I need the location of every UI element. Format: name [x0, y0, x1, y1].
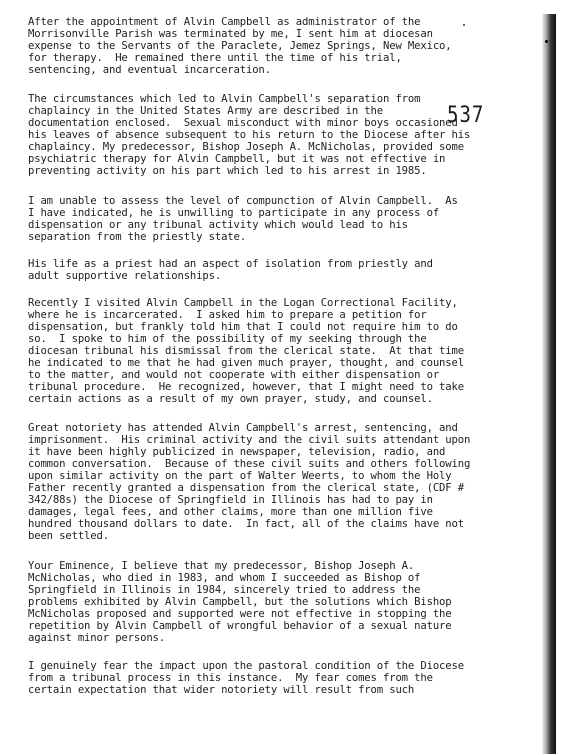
scan-speck	[545, 40, 548, 43]
text-line: dispensation or any tribunal activity which would lead to his	[28, 219, 408, 231]
text-line: he indicated to me that he had given much prayer, thought, and counsel	[28, 357, 464, 369]
scan-speck	[463, 24, 465, 26]
text-line: preventing activity on his part which led to his arrest in 1985.	[28, 165, 427, 177]
text-line: I have indicated, he is unwilling to participate in any process of	[28, 207, 440, 219]
text-line: Your Eminence, I believe that my predecessor, Bishop Joseph A.	[28, 560, 415, 572]
text-line: expense to the Servants of the Paraclete, Jemez Springs, New Mexico,	[28, 40, 452, 52]
text-line: adult supportive relationships.	[28, 270, 222, 282]
text-line: I genuinely fear the impact upon the pastoral condition of the Diocese	[28, 660, 464, 672]
text-line: tribunal procedure. He recognized, however, that I might need to take	[28, 381, 464, 393]
text-line: against minor persons.	[28, 632, 166, 644]
text-line: Springfield in Illinois in 1984, sincerely tried to address the	[28, 584, 421, 596]
text-line: from a tribunal process in this instance. My fear comes from the	[28, 672, 433, 684]
text-line: Great notoriety has attended Alvin Campbell's arrest, sentencing, and	[28, 422, 458, 434]
text-line: documentation enclosed. Sexual misconduct with minor boys occasioned	[28, 117, 458, 129]
text-line: The circumstances which led to Alvin Campbell's separation from	[28, 93, 421, 105]
text-line: repetition by Alvin Campbell of wrongful behavior of a sexual nature	[28, 620, 452, 632]
text-line: His life as a priest had an aspect of isolation from priestly and	[28, 258, 433, 270]
text-line: imprisonment. His criminal activity and the civil suits attendant upon	[28, 434, 471, 446]
page-stamp-number: 537	[447, 102, 485, 128]
text-line: separation from the priestly state.	[28, 231, 246, 243]
text-line: Father recently granted a dispensation from the clerical state, (CDF #	[28, 482, 464, 494]
scan-edge-shadow	[542, 14, 556, 754]
text-line: to the matter, and would not cooperate with either dispensation or	[28, 369, 440, 381]
text-line: where he is incarcerated. I asked him to prepare a petition for	[28, 309, 427, 321]
text-line: problems exhibited by Alvin Campbell, but the solutions which Bishop	[28, 596, 452, 608]
text-line: 342/88s) the Diocese of Springfield in Illinois has had to pay in	[28, 494, 433, 506]
scan-margin	[556, 0, 584, 755]
text-line: McNicholas proposed and supported were not effective in stopping the	[28, 608, 452, 620]
text-line: After the appointment of Alvin Campbell as administrator of the	[28, 16, 421, 28]
text-line: psychiatric therapy for Alvin Campbell, but it was not effective in	[28, 153, 446, 165]
text-line: so. I spoke to him of the possibility of my seeking through the	[28, 333, 427, 345]
text-line: McNicholas, who died in 1983, and whom I succeeded as Bishop of	[28, 572, 421, 584]
text-line: been settled.	[28, 530, 109, 542]
text-line: Recently I visited Alvin Campbell in the Logan Correctional Facility,	[28, 297, 458, 309]
text-line: for therapy. He remained there until the time of his trial,	[28, 52, 402, 64]
text-line: hundred thousand dollars to date. In fact, all of the claims have not	[28, 518, 464, 530]
text-line: sentencing, and eventual incarceration.	[28, 64, 271, 76]
text-line: certain expectation that wider notoriety will result from such	[28, 684, 415, 696]
text-line: certain actions as a result of my own prayer, study, and counsel.	[28, 393, 433, 405]
text-line: his leaves of absence subsequent to his return to the Diocese after his	[28, 129, 471, 141]
text-line: common conversation. Because of these civil suits and others following	[28, 458, 471, 470]
text-line: Morrisonville Parish was terminated by me, I sent him at diocesan	[28, 28, 433, 40]
text-line: chaplaincy. My predecessor, Bishop Joseph A. McNicholas, provided some	[28, 141, 464, 153]
text-line: dispensation, but frankly told him that I could not require him to do	[28, 321, 458, 333]
text-line: damages, legal fees, and other claims, more than one million five	[28, 506, 433, 518]
text-line: I am unable to assess the level of compunction of Alvin Campbell. As	[28, 195, 458, 207]
text-line: upon similar activity on the part of Walter Weerts, to whom the Holy	[28, 470, 452, 482]
text-line: it have been highly publicized in newspaper, television, radio, and	[28, 446, 446, 458]
text-line: chaplaincy in the United States Army are described in the	[28, 105, 383, 117]
text-line: diocesan tribunal his dismissal from the clerical state. At that time	[28, 345, 464, 357]
